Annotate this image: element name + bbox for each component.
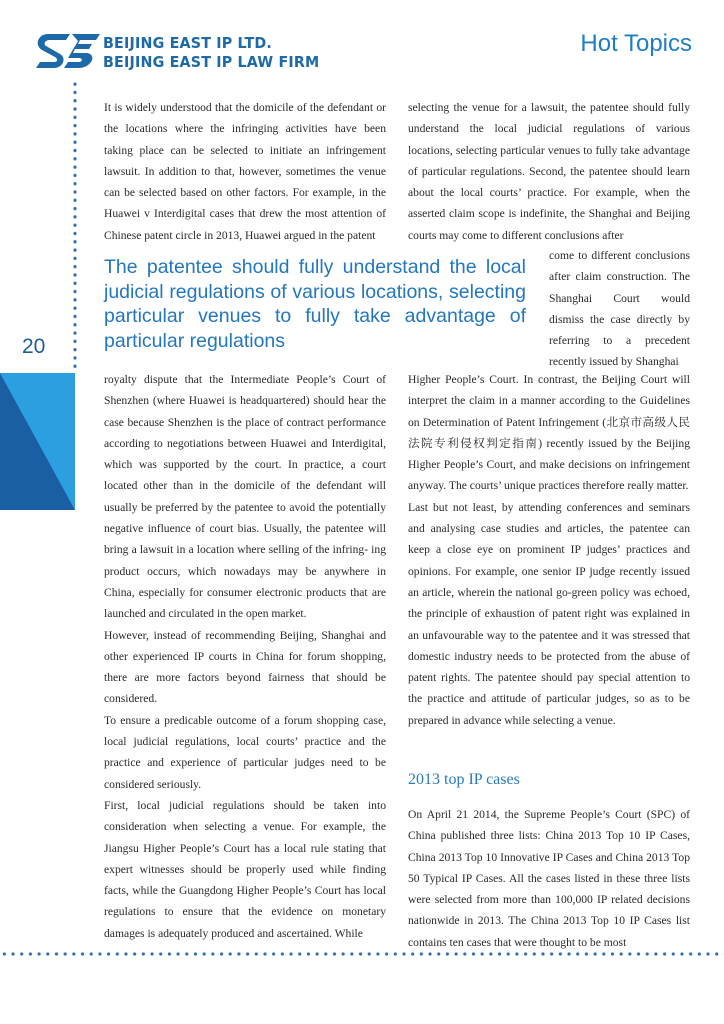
paragraph: royalty dispute that the Intermediate People’s Court of Shenzhen (where Huawei is headquartered) should hear the case because Shenzhen is the place of contract performance according to negotiations between Huawei and Interdigital, which was supported by the court. In practice, a court located other than in the domicile of the defendant will usually be preferred by the patentee to avoid the potentially negative influence of court bias. Usually, the patentee will bring a lawsuit in a location where selling of the infring- ing product occurs, which nowadays may be anywhere in China, especially for consumer electronic products that are launched and circulated in the open market. bbox=[104, 373, 386, 621]
paragraph: It is widely understood that the domicile of the defendant or the locations where the infringing activities have been taking place can be selected to initiate an infringement lawsuit. In addition to that, however, sometimes the venue can be selected based on other factors. For example, in the Huawei v Interdigital cases that drew the most attention of Chinese patent circle in 2013, Huawei argued in the patent bbox=[104, 101, 386, 242]
column-right-top bbox=[408, 97, 690, 246]
paragraph: Last but not least, by attending conferences and seminars and analysing case studies and articles, the patentee can keep a close eye on prominent IP judges’ practices and opinions. For example, one senior IP judge recently issued an article, wherein the national go-green policy was echoed, the principle of exhaustion of patent right was explained in an unfavourable way to the patentee and it was stressed that domestic industry needs to be protected from the abuse of patent rights. The patentee should pay special attention to the practice and attitude of particular judges, so as to be prepared in advance while selecting a venue. bbox=[408, 500, 690, 727]
vertical-dotted-rule bbox=[72, 80, 78, 370]
paragraph: First, local judicial regulations should be taken into consideration when selecting a venue. For example, the Jiangsu Higher People’s Court has a local rule stating that expert witnesses should be properly used while finding facts, while the Guangdong Higher People’s Court has local regulations to ensure that the evidence on monetary damages is adequately produced and ascertained. While bbox=[104, 798, 386, 940]
column-right-narrow bbox=[549, 245, 690, 373]
pull-quote: The patentee should fully understand the local judicial regulations of various locations, selecting particular venues to fully take advantage of particular regulations bbox=[104, 256, 526, 352]
paragraph: come to different conclusions after claim construction. The Shanghai Court would dismiss the case directly by referring to a precedent recently issued by Shanghai bbox=[549, 249, 690, 369]
column-right-bottom bbox=[408, 369, 690, 731]
paragraph: selecting the venue for a lawsuit, the patentee should fully understand the local judicial regulations of various locations, selecting particular venues to fully take advantage of particular regulations. Second, the patentee should learn about the local courts’ practice. For example, when the asserted claim scope is indefinite, the Shanghai and Beijing courts may come to different conclusions after bbox=[408, 101, 690, 242]
firm-name-line1: BEIJING EAST IP LTD. bbox=[103, 34, 272, 52]
section-heading: 2013 top IP cases bbox=[408, 771, 520, 788]
firm-logo-icon bbox=[34, 32, 102, 70]
paragraph: On April 21 2014, the Supreme People’s Court (SPC) of China published three lists: China 2013 Top 10 IP Cases, China 2013 Top 10 Innovative IP Cases and China 2013 Top 50 Typical IP Cases. All the cases listed in these three lists were selected from more than 100,000 IP related decisions nationwide in 2013. The China 2013 Top 10 IP Cases list contains ten cases that were thought to be most bbox=[408, 808, 690, 949]
firm-name bbox=[103, 34, 319, 72]
blue-corner-decoration bbox=[0, 373, 75, 510]
page-number: 20 bbox=[22, 335, 46, 358]
paragraph: However, instead of recommending Beijing, Shanghai and other experienced IP courts in China for forum shopping, there are more factors beyond fairness that should be considered. bbox=[104, 628, 386, 706]
paragraph: Higher People’s Court. In contrast, the Beijing Court will interpret the claim in a manner according to the Guidelines on Determination of Patent Infringement (北京市高级人民法院专利侵权判定指南) recently issued by the Beijing Higher People’s Court, and make decisions on infringement anyway. The courts’ unique practices therefore really matter. bbox=[408, 373, 690, 493]
column-right-lower bbox=[408, 804, 690, 953]
section-title: Hot Topics bbox=[580, 30, 692, 57]
firm-name-line2: BEIJING EAST IP LAW FIRM bbox=[103, 53, 320, 71]
column-left-bottom bbox=[104, 369, 386, 944]
column-left-top bbox=[104, 97, 386, 246]
paragraph: To ensure a predicable outcome of a forum shopping case, local judicial regulations, local courts’ practice and the practice and experience of particular judges need to be considered seriously. bbox=[104, 713, 386, 791]
